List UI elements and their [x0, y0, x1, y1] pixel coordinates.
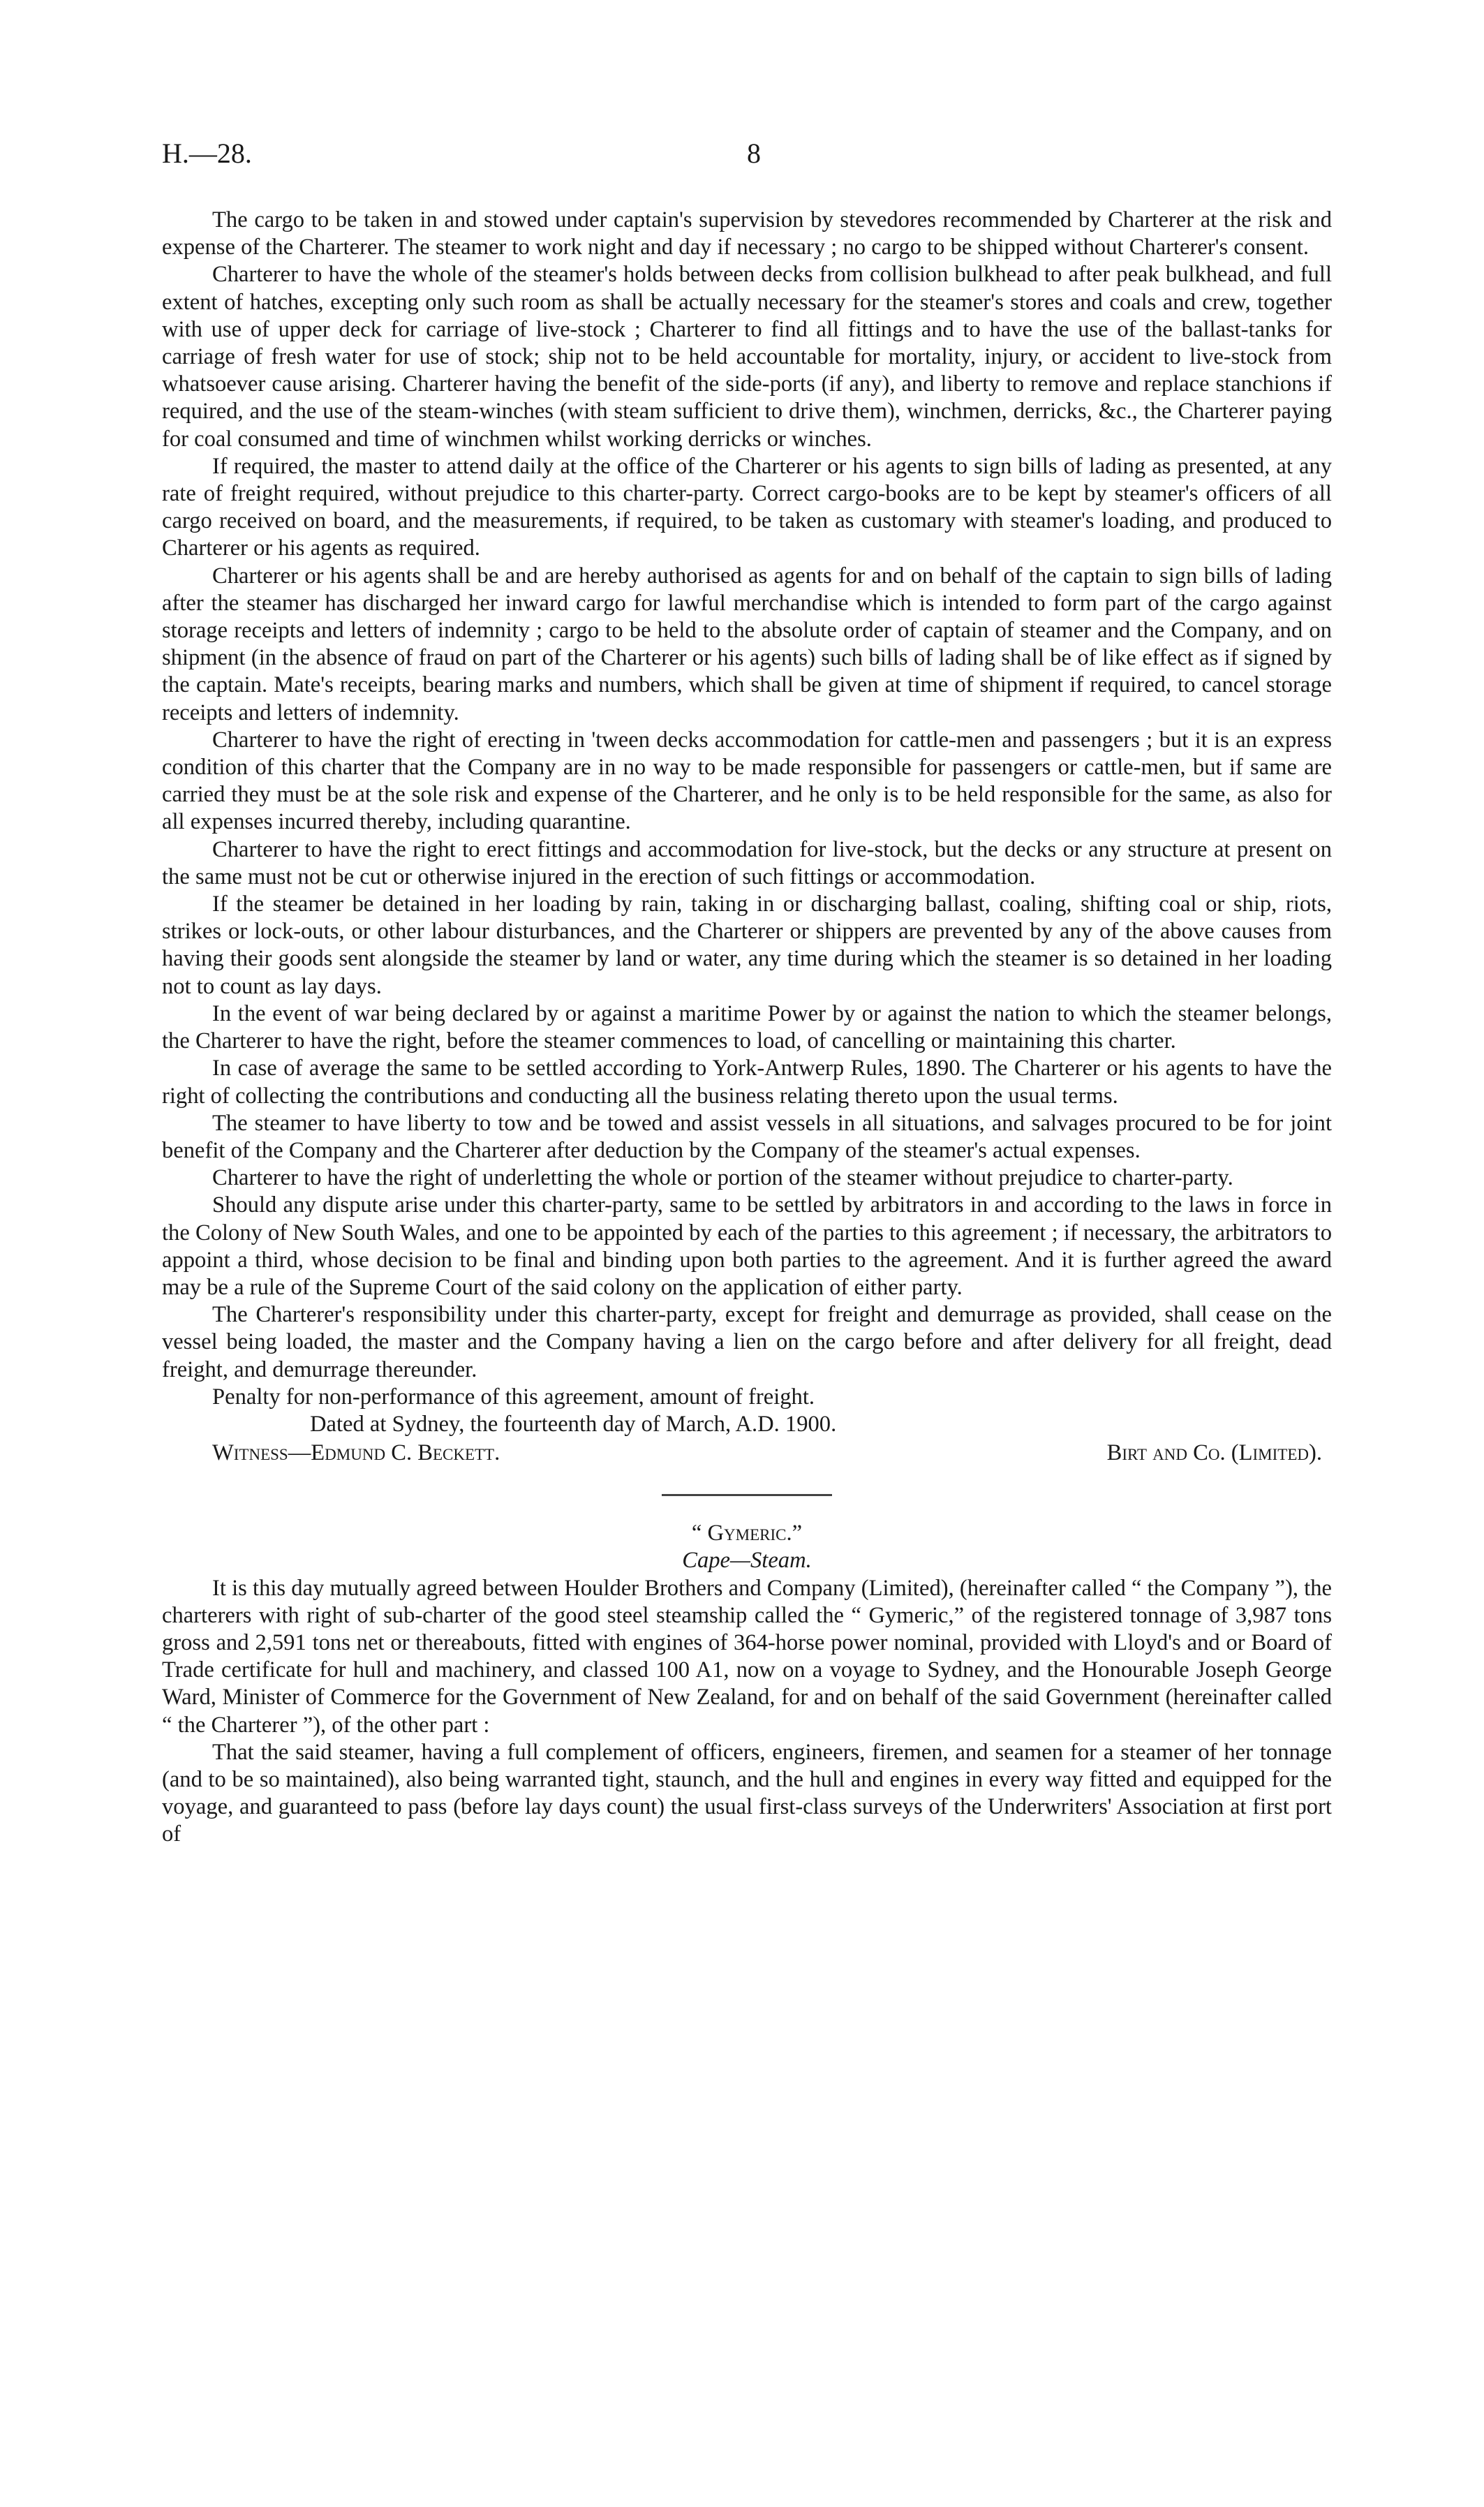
paragraph: Charterer or his agents shall be and are hereby authorised as agents for and on behalf of the captain to sign bills of lading after the steamer has discharged her inward cargo for lawful merchandise which is intended to form part of the cargo against storage receipts and letters of indemnity ; cargo to be held to the absolute order of captain of steamer and the Company, and on shipment (in the absence of fraud on part of the Charterer or his agents) such bills of lading shall be of like effect as if signed by the captain. Mate's receipts, bearing marks and numbers, which shall be given at time of shipment if required, to cancel storage receipts and letters of indemnity.: [162, 563, 1332, 725]
page-header: [162, 137, 1322, 179]
paragraph: Should any dispute arise under this charter-party, same to be settled by arbitrators in and according to the laws in force in the Colony of New South Wales, and one to be appointed by each of the parties to this agreement ; if necessary, the arbitrators to appoint a third, whose decision to be final and binding upon both parties to the agreement. And it is further agreed the award may be a rule of the Supreme Court of the said colony on the application of either party.: [162, 1192, 1332, 1300]
page-number: 8: [747, 138, 761, 169]
paragraph: The Charterer's responsibility under this charter-party, except for freight and demurrage as provided, shall cease on the vessel being loaded, the master and the Company having a lien on the cargo before and after delivery for all freight, dead freight, and demurrage thereunder.: [162, 1302, 1332, 1382]
section-subtitle: Cape—Steam.: [682, 1548, 812, 1574]
paragraph: That the said steamer, having a full complement of officers, engineers, firemen, and seamen for a steamer of her tonnage (and to be so maintained), also being warranted tight, staunch, and the hull and engines in every way fitted and equipped for the voyage, and guaranteed to pass (before lay days count) the usual first-class surveys of the Underwriters' Association at first port of: [162, 1739, 1332, 1847]
signature-line: [162, 1440, 1332, 1467]
document-code: H.—28.: [162, 138, 252, 169]
witness: Witness—Edmund C. Beckett.: [212, 1440, 500, 1466]
paragraph: Charterer to have the right to erect fittings and accommodation for live-stock, but the decks or any structure at present on the same must not be cut or otherwise injured in the erection of such fittings or accommodation.: [162, 836, 1332, 889]
paragraph: In case of average the same to be settled according to York-Antwerp Rules, 1890. The Charterer or his agents to have the right of collecting the contributions and conducting all the business relating thereto upon the usual terms.: [162, 1056, 1332, 1109]
section-title: “ Gymeric.”: [691, 1521, 803, 1546]
paragraph: The cargo to be taken in and stowed under captain's supervision by stevedores recommended by Charterer at the risk and expense of the Charterer. The steamer to work night and day if necessary ; no cargo to be shipped without Charterer's consent.: [162, 207, 1332, 260]
paragraph: In the event of war being declared by or against a maritime Power by or against the nation to which the steamer belongs, the Charterer to have the right, before the steamer commences to load, of cancelling or maintaining this charter.: [162, 1000, 1332, 1054]
paragraph: Charterer to have the right of erecting in 'tween decks accommodation for cattle-men and passengers ; but it is an express condition of this charter that the Company are in no way to be made responsible for passengers or cattle-men, but if same are carried they must be at the sole risk and expense of the Charterer, and he only is to be held responsible for the same, as also for all expenses incurred thereby, including quarantine.: [162, 727, 1332, 835]
paragraph: Charterer to have the whole of the steamer's holds between decks from collision bulkhead to after peak bulkhead, and full extent of hatches, excepting only such room as shall be actually necessary for the steamer's stores and coals and crew, together with use of upper deck for carriage of live-stock ; Charterer to find all fittings and to have the use of the ballast-tanks for carriage of fresh water for use of stock; ship not to be held accountable for mortality, injury, or accident to live-stock from whatsoever cause arising. Charterer having the benefit of the side-ports (if any), and liberty to remove and replace stanchions if required, and the use of the steam-winches (with steam sufficient to drive them), winchmen, derricks, &c., the Charterer paying for coal consumed and time of winchmen whilst working derricks or winches.: [162, 262, 1332, 452]
paragraph: It is this day mutually agreed between Houlder Brothers and Company (Limited), (hereinafter called “ the Company ”), the charterers with right of sub-charter of the good steel steamship called the “ Gymeric,” of the registered tonnage of 3,987 tons gross and 2,591 tons net or thereabouts, fitted with engines of 364-horse power nominal, provided with Lloyd's and or Board of Trade certificate for hull and machinery, and classed 100 A1, now on a voyage to Sydney, and the Honourable Joseph George Ward, Minister of Commerce for the Government of New Zealand, for and on behalf of the said Government (hereinafter called “ the Charterer ”), of the other part :: [162, 1575, 1332, 1738]
paragraph: Charterer to have the right of underletting the whole or portion of the steamer without prejudice to charter-party.: [212, 1165, 1233, 1191]
paragraph: If required, the master to attend daily at the office of the Charterer or his agents to sign bills of lading as presented, at any rate of freight required, without prejudice to this charter-party. Correct cargo-books are to be kept by steamer's officers of all cargo received on board, and the measurements, if required, to be taken as customary with steamer's loading, and produced to Charterer or his agents as required.: [162, 453, 1332, 561]
section-divider: [662, 1494, 832, 1496]
signing-firm: Birt and Co. (Limited).: [1106, 1440, 1322, 1466]
paragraph: Penalty for non-performance of this agreement, amount of freight.: [212, 1384, 815, 1410]
document-body: [162, 207, 1332, 1849]
dated-line: Dated at Sydney, the fourteenth day of March, A.D. 1900.: [310, 1411, 837, 1437]
paragraph: If the steamer be detained in her loading by rain, taking in or discharging ballast, coaling, shifting coal or ship, riots, strikes or lock-outs, or other labour disturbances, and the Charterer or shippers are prevented by any of the above causes from having their goods sent alongside the steamer by land or water, any time during which the steamer is so detained in her loading not to count as lay days.: [162, 892, 1332, 999]
paragraph: The steamer to have liberty to tow and be towed and assist vessels in all situations, and salvages procured to be for joint benefit of the Company and the Charterer after deduction by the Company of the steamer's actual expenses.: [162, 1110, 1332, 1163]
